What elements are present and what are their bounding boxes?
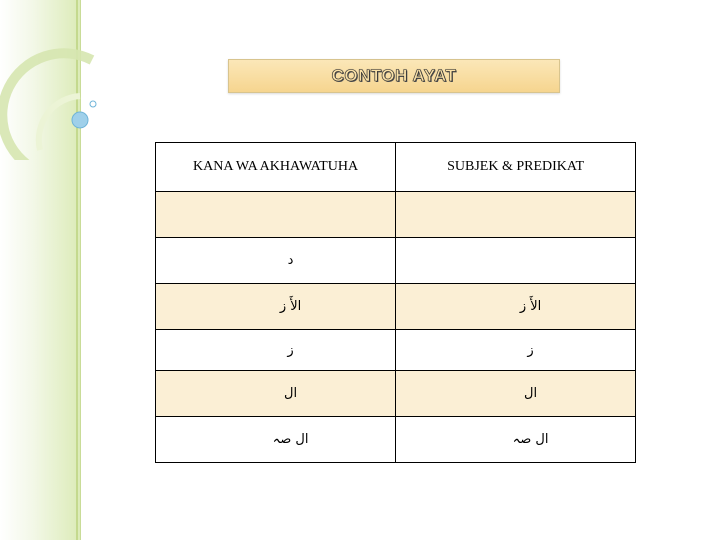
- arabic-text: الأَ ز: [519, 299, 542, 314]
- table-row: [156, 371, 636, 417]
- header-kana: KANA WA AKHAWATUHA: [156, 143, 396, 192]
- table-cell: [156, 238, 396, 284]
- table-cell: [156, 284, 396, 330]
- decor-bubble-large: [72, 112, 88, 128]
- examples-table: [155, 142, 636, 463]
- arabic-text: ال: [524, 386, 538, 401]
- table-cell: [396, 371, 636, 417]
- decor-circles: [0, 0, 120, 160]
- table-row: [156, 284, 636, 330]
- table-cell: [156, 192, 396, 238]
- decor-bubble-small: [90, 101, 96, 107]
- table-cell: [396, 417, 636, 463]
- table-row: [156, 417, 636, 463]
- table-row: [156, 330, 636, 371]
- title-banner: [228, 59, 560, 93]
- arabic-text: ز: [527, 342, 534, 358]
- table-cell: [156, 371, 396, 417]
- table-cell: [396, 330, 636, 371]
- header-subjek: SUBJEK & PREDIKAT: [396, 143, 636, 192]
- table-cell: [396, 238, 636, 284]
- table-row: [156, 238, 636, 284]
- table-header-row: [156, 143, 636, 192]
- arabic-text: ز: [287, 342, 294, 358]
- slide-title: CONTOH AYAT: [331, 66, 457, 85]
- arabic-text: ال صہ: [272, 432, 309, 447]
- table-cell: [396, 192, 636, 238]
- arabic-text: ال صہ: [512, 432, 549, 447]
- decor-arc-large: [2, 53, 92, 160]
- arabic-text: الأَ ز: [279, 299, 302, 314]
- table-row: [156, 192, 636, 238]
- arabic-text: ال: [284, 386, 298, 401]
- table-cell: [156, 417, 396, 463]
- table-cell: [156, 330, 396, 371]
- table-cell: [396, 284, 636, 330]
- arabic-text: د: [287, 253, 294, 268]
